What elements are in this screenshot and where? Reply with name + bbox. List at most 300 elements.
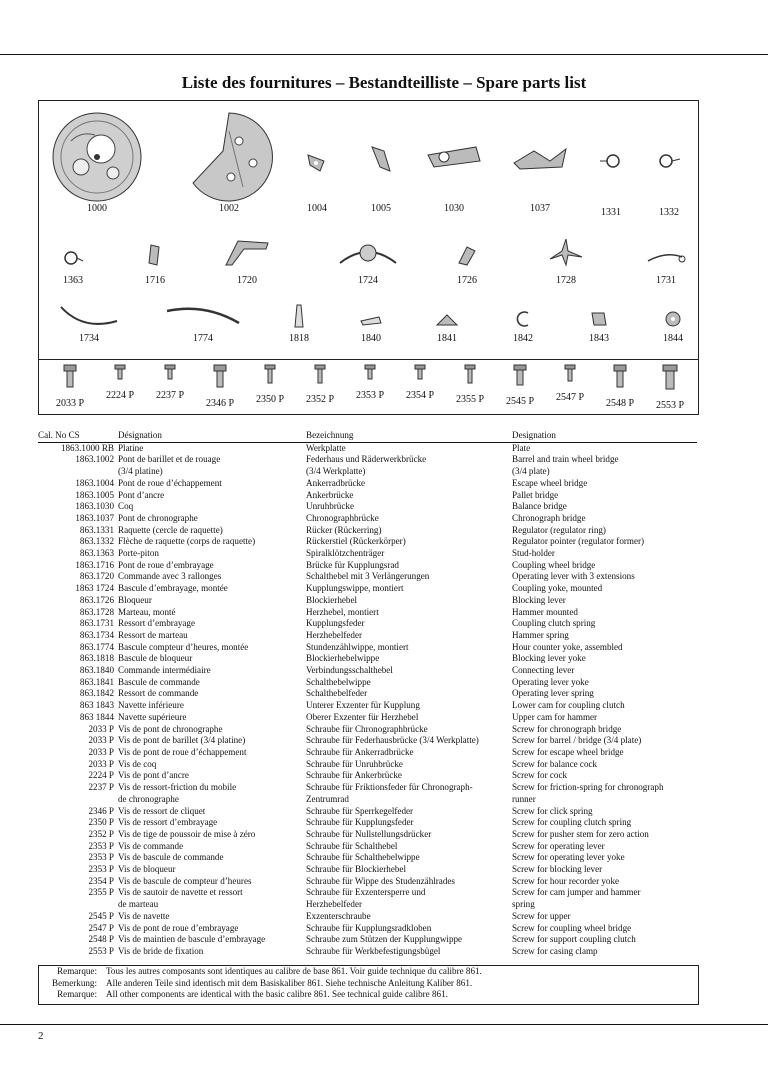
- table-row: [38, 688, 697, 700]
- screw-number: 2353 P: [355, 390, 385, 401]
- table-row: [38, 677, 697, 689]
- table-row: [38, 442, 697, 454]
- part-figure: [351, 311, 391, 344]
- part-figure: [505, 143, 575, 214]
- part-drawing: [510, 143, 570, 173]
- part-figure: [163, 303, 243, 344]
- table-cell: Raquette (cercle de raquette): [118, 524, 223, 535]
- screw-number: 2352 P: [305, 394, 335, 405]
- table-cell: Pont de barillet et de rouage: [118, 454, 221, 465]
- table-cell: Schraube für Unruhbrücke: [306, 758, 403, 769]
- table-cell: Hammer spring: [512, 629, 569, 640]
- table-cell: Verbindungsschalthebel: [306, 665, 393, 676]
- screw-number: 2224 P: [105, 390, 135, 401]
- table-cell: Coupling yoke, mounted: [512, 583, 603, 594]
- screw-number: 2355 P: [455, 394, 485, 405]
- table-cell: runner: [512, 793, 536, 804]
- table-cell: Screw for barrel / bridge (3/4 plate): [512, 735, 642, 746]
- screw-figure: [145, 364, 195, 401]
- column-header: Désignation: [118, 430, 306, 442]
- screw-number: 2548 P: [605, 398, 635, 409]
- table-cell: Coupling wheel bridge: [512, 559, 596, 570]
- table-cell: 2352 P: [88, 828, 114, 839]
- table-cell: 2224 P: [88, 770, 114, 781]
- part-number: 1000: [87, 203, 107, 214]
- table-cell: Vis de bascule de compteur d’heures: [118, 875, 252, 886]
- table-cell: Pont de roue d’embrayage: [118, 559, 214, 570]
- table-cell: 2354 P: [88, 875, 114, 886]
- page-number: 2: [38, 1030, 44, 1042]
- part-number: 1843: [589, 333, 609, 344]
- table-row: [38, 712, 697, 724]
- remark-text: Tous les autres composants sont identiques au calibre de base 861. Voir guide technique du calibre 861.: [106, 966, 482, 976]
- part-figure: [643, 249, 689, 286]
- part-figure: [579, 309, 619, 344]
- screw-figure: [595, 364, 645, 409]
- table-cell: spring: [512, 899, 535, 910]
- table-cell: Screw for click spring: [512, 805, 593, 816]
- table-cell: Kupplungswippe, montiert: [306, 583, 404, 594]
- table-cell: Barrel and train wheel bridge: [512, 454, 619, 465]
- screw-number: 2350 P: [255, 394, 285, 405]
- screw-number: 2545 P: [505, 396, 535, 407]
- table-cell: 863.1332: [79, 536, 114, 547]
- part-number: 1844: [663, 333, 683, 344]
- screw-figure: [245, 364, 295, 405]
- table-cell: Upper cam for hammer: [512, 711, 598, 722]
- table-cell: 863.1842: [79, 688, 114, 699]
- part-drawing: [435, 311, 459, 329]
- table-cell: Stundenzählwippe, montiert: [306, 641, 409, 652]
- table-cell: 1863.1002: [75, 454, 114, 465]
- table-cell: Vis de navette: [118, 910, 170, 921]
- part-number: 1004: [307, 203, 327, 214]
- table-cell: Schraube für Exzentersperre und: [306, 887, 426, 898]
- table-cell: Regulator (regulator ring): [512, 524, 606, 535]
- table-row: [38, 607, 697, 619]
- table-cell: Schraube für Kupplungsradkloben: [306, 922, 432, 933]
- table-cell: 1863.1716: [75, 559, 114, 570]
- screw-icon: [264, 364, 276, 384]
- part-drawing: [222, 237, 272, 267]
- table-row: [38, 595, 697, 607]
- table-cell: Federhaus und Räderwerkbrücke: [306, 454, 427, 465]
- table-cell: Bascule d’embrayage, montée: [118, 583, 228, 594]
- table-cell: Spiralklötzchenträger: [306, 548, 385, 559]
- table-cell: Chronograph bridge: [512, 512, 586, 523]
- table-cell: Rückerstiel (Rückerkörper): [306, 536, 406, 547]
- table-cell: (3/4 platine): [118, 466, 163, 477]
- part-figure: [177, 111, 281, 214]
- table-cell: Operating lever spring: [512, 688, 594, 699]
- remark-row: [39, 989, 698, 1001]
- remark-row: [39, 978, 698, 990]
- table-cell: Commande intermédiaire: [118, 665, 211, 676]
- table-row: [38, 934, 697, 946]
- table-row: [38, 864, 697, 876]
- table-cell: (3/4 plate): [512, 466, 550, 477]
- table-cell: Schraube für Schalthebel: [306, 840, 398, 851]
- screw-figure: [495, 364, 545, 407]
- table-cell: 2353 P: [88, 852, 114, 863]
- screw-figure: [345, 364, 395, 401]
- part-number: 1774: [193, 333, 213, 344]
- table-cell: Stud-holder: [512, 548, 555, 559]
- screw-number: 2346 P: [205, 398, 235, 409]
- remark-text: All other components are identical with the basic calibre 861. See technical guide calibre 861.: [106, 989, 448, 1000]
- table-cell: Schraube für Kupplungsfeder: [306, 817, 414, 828]
- table-cell: Schraube für Wippe des Studenzählrades: [306, 875, 455, 886]
- table-cell: 2033 P: [88, 723, 114, 734]
- table-cell: Navette inférieure: [118, 700, 184, 711]
- screw-figure: [445, 364, 495, 405]
- table-cell: Vis de pont de chronographe: [118, 723, 223, 734]
- part-drawing: [546, 237, 586, 267]
- table-cell: [38, 794, 118, 806]
- bottom-rule: [0, 1024, 768, 1025]
- table-cell: 2033 P: [88, 758, 114, 769]
- table-cell: 2350 P: [88, 817, 114, 828]
- screw-icon: [314, 364, 326, 384]
- table-cell: Schraube für Federhausbrücke (3/4 Werkplatte): [306, 735, 479, 746]
- table-row: [38, 700, 697, 712]
- part-number: 1030: [444, 203, 464, 214]
- table-row: [38, 536, 697, 548]
- part-drawing: [646, 249, 686, 267]
- screw-icon: [414, 364, 426, 380]
- table-cell: 863.1363: [79, 548, 114, 559]
- table-row: [38, 630, 697, 642]
- screw-figure: [195, 364, 245, 409]
- table-cell: Schraube für Ankerbrücke: [306, 770, 402, 781]
- table-cell: Unterer Exzenter für Kupplung: [306, 700, 420, 711]
- table-cell: 1863.1030: [75, 501, 114, 512]
- part-number: 1724: [358, 275, 378, 286]
- part-figure: [591, 151, 631, 218]
- screw-figure: [295, 364, 345, 405]
- part-drawing: [302, 147, 332, 177]
- table-cell: 1863.1004: [75, 477, 114, 488]
- part-drawing: [455, 243, 479, 267]
- table-cell: Ressort d’embrayage: [118, 618, 196, 629]
- table-row: [38, 466, 697, 478]
- part-figure: [649, 151, 689, 218]
- table-cell: Coq: [118, 501, 134, 512]
- table-cell: 863.1331: [79, 524, 114, 535]
- table-cell: Vis de coq: [118, 758, 157, 769]
- table-cell: Vis de pont d’ancre: [118, 770, 189, 781]
- table-cell: Schraube für Friktionsfeder für Chronograph-: [306, 782, 473, 793]
- screw-icon: [613, 364, 627, 388]
- table-cell: 1863.1005: [75, 489, 114, 500]
- table-row: [38, 478, 697, 490]
- table-cell: Vis de bride de fixation: [118, 945, 204, 956]
- table-cell: Blocking lever: [512, 594, 566, 605]
- part-number: 1726: [457, 275, 477, 286]
- table-body: [38, 442, 697, 957]
- table-cell: 2355 P: [88, 887, 114, 898]
- table-row: [38, 548, 697, 560]
- table-cell: Herzhebel, montiert: [306, 606, 379, 617]
- table-cell: Marteau, monté: [118, 606, 176, 617]
- table-cell: Unruhbrücke: [306, 501, 354, 512]
- screw-figure: [395, 364, 445, 401]
- table-cell: Ankerbrücke: [306, 489, 354, 500]
- table-row: [38, 501, 697, 513]
- remarks-box: [38, 965, 699, 1005]
- part-figure: [217, 237, 277, 286]
- table-cell: Pont de chronographe: [118, 512, 198, 523]
- table-cell: Schraube zum Stützen der Kupplungwippe: [306, 934, 463, 945]
- part-figure: [57, 303, 121, 344]
- table-cell: Chronographbrücke: [306, 512, 379, 523]
- screw-icon: [63, 364, 77, 388]
- screw-icon: [513, 364, 527, 386]
- column-header: Cal. No CS: [38, 430, 118, 442]
- part-number: 1002: [219, 203, 239, 214]
- table-cell: Schraube für Werkbefestigungsbügel: [306, 945, 441, 956]
- table-cell: Vis de maintien de bascule d’embrayage: [118, 934, 266, 945]
- table-row: [38, 806, 697, 818]
- part-number: 1842: [513, 333, 533, 344]
- part-drawing: [656, 151, 682, 171]
- table-cell: Kupplungsfeder: [306, 618, 365, 629]
- table-cell: Blockierhebelwippe: [306, 653, 380, 664]
- parts-table: [38, 430, 697, 958]
- table-row: [38, 817, 697, 829]
- table-cell: Pont de roue d’échappement: [118, 477, 222, 488]
- table-cell: Schalthebelfeder: [306, 688, 368, 699]
- screw-figure: [545, 364, 595, 403]
- table-cell: Screw for coupling clutch spring: [512, 817, 632, 828]
- table-cell: Schraube für Sperrkegelfeder: [306, 805, 414, 816]
- screw-number: 2237 P: [155, 390, 185, 401]
- part-figure: [653, 309, 693, 344]
- part-number: 1841: [437, 333, 457, 344]
- table-cell: Vis de commande: [118, 840, 184, 851]
- screw-number: 2547 P: [555, 392, 585, 403]
- part-number: 1332: [659, 207, 679, 218]
- table-cell: Screw for casing clamp: [512, 945, 598, 956]
- table-cell: 863.1841: [79, 676, 114, 687]
- part-figure: [503, 309, 543, 344]
- table-row: [38, 513, 697, 525]
- table-cell: Vis de pont de roue d’embrayage: [118, 922, 239, 933]
- screw-icon: [164, 364, 176, 380]
- remark-label: Remarque:: [57, 966, 97, 976]
- table-row: [38, 583, 697, 595]
- table-cell: Hour counter yoke, assembled: [512, 641, 623, 652]
- part-drawing: [359, 311, 383, 329]
- table-cell: Screw for cam jumper and hammer: [512, 887, 641, 898]
- table-cell: 1863 1724: [75, 583, 114, 594]
- remark-label: Remarque:: [57, 989, 97, 1000]
- part-number: 1840: [361, 333, 381, 344]
- table-cell: Werkplatte: [306, 442, 346, 453]
- table-cell: Connecting lever: [512, 665, 575, 676]
- part-figure: [279, 303, 319, 344]
- part-figure: [45, 111, 149, 214]
- table-cell: Bascule compteur d’heures, montée: [118, 641, 249, 652]
- part-drawing: [588, 309, 610, 329]
- table-cell: 863.1726: [79, 594, 114, 605]
- table-cell: de marteau: [118, 899, 159, 910]
- table-cell: Porte-piton: [118, 548, 159, 559]
- screw-icon: [364, 364, 376, 380]
- table-cell: Platine: [118, 442, 144, 453]
- table-cell: Screw for coupling wheel bridge: [512, 922, 632, 933]
- table-cell: Screw for balance cock: [512, 758, 598, 769]
- part-figure: [297, 147, 337, 214]
- table-cell: Screw for friction-spring for chronograph: [512, 782, 664, 793]
- table-cell: Oberer Exzenter für Herzhebel: [306, 711, 419, 722]
- table-cell: 2553 P: [88, 945, 114, 956]
- part-figure: [543, 237, 589, 286]
- table-cell: Lower cam for coupling clutch: [512, 700, 625, 711]
- screw-number: 2553 P: [655, 400, 685, 411]
- table-cell: Schraube für Ankerradbrücke: [306, 746, 414, 757]
- part-figure: [53, 249, 93, 286]
- part-number: 1731: [656, 275, 676, 286]
- part-number: 1716: [145, 275, 165, 286]
- screws-panel: [38, 358, 699, 415]
- table-cell: Schraube für Schalthebelwippe: [306, 852, 420, 863]
- table-row: [38, 571, 697, 583]
- table-cell: Operating lever with 3 extensions: [512, 571, 635, 582]
- table-cell: Escape wheel bridge: [512, 477, 588, 488]
- part-drawing: [143, 243, 167, 267]
- column-header: Designation: [512, 430, 697, 442]
- table-cell: Hammer mounted: [512, 606, 578, 617]
- part-drawing: [61, 249, 85, 267]
- table-cell: 2545 P: [88, 910, 114, 921]
- table-cell: Vis de ressort de cliquet: [118, 805, 206, 816]
- table-cell: Bascule de commande: [118, 676, 200, 687]
- table-row: [38, 490, 697, 502]
- table-cell: Screw for chronograph bridge: [512, 723, 622, 734]
- table-row: [38, 876, 697, 888]
- table-cell: Vis de bascule de commande: [118, 852, 224, 863]
- table-row: [38, 911, 697, 923]
- table-cell: Zentrumrad: [306, 793, 349, 804]
- table-row: [38, 770, 697, 782]
- screw-figure: [645, 364, 695, 411]
- table-cell: Herzhebelfeder: [306, 899, 363, 910]
- table-cell: Schalthebelwippe: [306, 676, 371, 687]
- screw-icon: [662, 364, 678, 390]
- screw-icon: [564, 364, 576, 382]
- table-cell: Exzenterschraube: [306, 910, 371, 921]
- table-cell: Schalthebel mit 3 Verlängerungen: [306, 571, 430, 582]
- table-cell: 863 1843: [79, 700, 114, 711]
- table-cell: Screw for blocking lever: [512, 864, 603, 875]
- table-row: [38, 887, 697, 899]
- table-cell: Brücke für Kupplungsrad: [306, 559, 399, 570]
- table-row: [38, 923, 697, 935]
- table-cell: 863 1844: [79, 711, 114, 722]
- table-cell: 2353 P: [88, 840, 114, 851]
- part-drawing: [289, 303, 309, 329]
- screw-icon: [464, 364, 476, 384]
- part-figure: [361, 143, 401, 214]
- table-row: [38, 560, 697, 572]
- part-drawing: [598, 151, 624, 171]
- part-drawing: [512, 309, 534, 329]
- table-cell: Operating lever yoke: [512, 676, 589, 687]
- column-header: Bezeichnung: [306, 430, 512, 442]
- part-figure: [427, 311, 467, 344]
- table-cell: 2547 P: [88, 922, 114, 933]
- screw-number: 2354 P: [405, 390, 435, 401]
- table-cell: Vis de ressort-friction du mobile: [118, 782, 237, 793]
- table-cell: Schraube für Chronographbrücke: [306, 723, 428, 734]
- table-cell: Vis de tige de poussoir de mise à zéro: [118, 828, 256, 839]
- table-row: [38, 454, 697, 466]
- part-number: 1037: [530, 203, 550, 214]
- table-cell: Vis de pont de roue d’échappement: [118, 746, 247, 757]
- table-cell: Coupling clutch spring: [512, 618, 596, 629]
- table-cell: Screw for operating lever yoke: [512, 852, 625, 863]
- top-rule: [0, 54, 768, 55]
- table-cell: Plate: [512, 442, 531, 453]
- part-figure: [447, 243, 487, 286]
- part-number: 1720: [237, 275, 257, 286]
- part-number: 1363: [63, 275, 83, 286]
- table-cell: Blocking lever yoke: [512, 653, 586, 664]
- table-cell: Screw for upper: [512, 910, 571, 921]
- remark-label: Bemerkung:: [52, 977, 97, 988]
- table-row: [38, 829, 697, 841]
- table-cell: Vis de ressort d’embrayage: [118, 817, 218, 828]
- table-cell: Vis de sautoir de navette et ressort: [118, 887, 243, 898]
- page-title: Liste des fournitures – Bestandteilliste – Spare parts list: [181, 73, 587, 92]
- table-cell: 2346 P: [88, 805, 114, 816]
- screw-number: 2033 P: [55, 398, 85, 409]
- table-row: [38, 735, 697, 747]
- table-cell: Vis de bloqueur: [118, 864, 176, 875]
- table-cell: Navette supérieure: [118, 711, 187, 722]
- table-cell: Pont d’ancre: [118, 489, 165, 500]
- part-drawing: [366, 143, 396, 177]
- table-cell: 863.1774: [79, 641, 114, 652]
- table-cell: Screw for pusher stem for zero action: [512, 828, 649, 839]
- part-drawing: [662, 309, 684, 329]
- table-row: [38, 899, 697, 911]
- table-cell: de chronographe: [118, 793, 179, 804]
- table-cell: Pallet bridge: [512, 489, 559, 500]
- part-number: 1728: [556, 275, 576, 286]
- table-cell: Commande avec 3 rallonges: [118, 571, 222, 582]
- table-cell: 2033 P: [88, 735, 114, 746]
- table-row: [38, 618, 697, 630]
- table-cell: Herzhebelfeder: [306, 629, 363, 640]
- bridge-drawing: [183, 111, 275, 203]
- table-cell: 1863.1037: [75, 512, 114, 523]
- table-row: [38, 525, 697, 537]
- table-cell: Regulator pointer (regulator former): [512, 536, 645, 547]
- table-cell: Flèche de raquette (corps de raquette): [118, 536, 256, 547]
- table-cell: 863.1728: [79, 606, 114, 617]
- table-cell: Ressort de commande: [118, 688, 199, 699]
- table-row: [38, 852, 697, 864]
- part-figure: [419, 143, 489, 214]
- table-cell: Schraube für Nullstellungsdrücker: [306, 828, 432, 839]
- table-cell: Bloqueur: [118, 594, 152, 605]
- table-row: [38, 946, 697, 958]
- part-figure: [333, 241, 403, 286]
- table-cell: Vis de pont de barillet (3/4 platine): [118, 735, 246, 746]
- table-row: [38, 841, 697, 853]
